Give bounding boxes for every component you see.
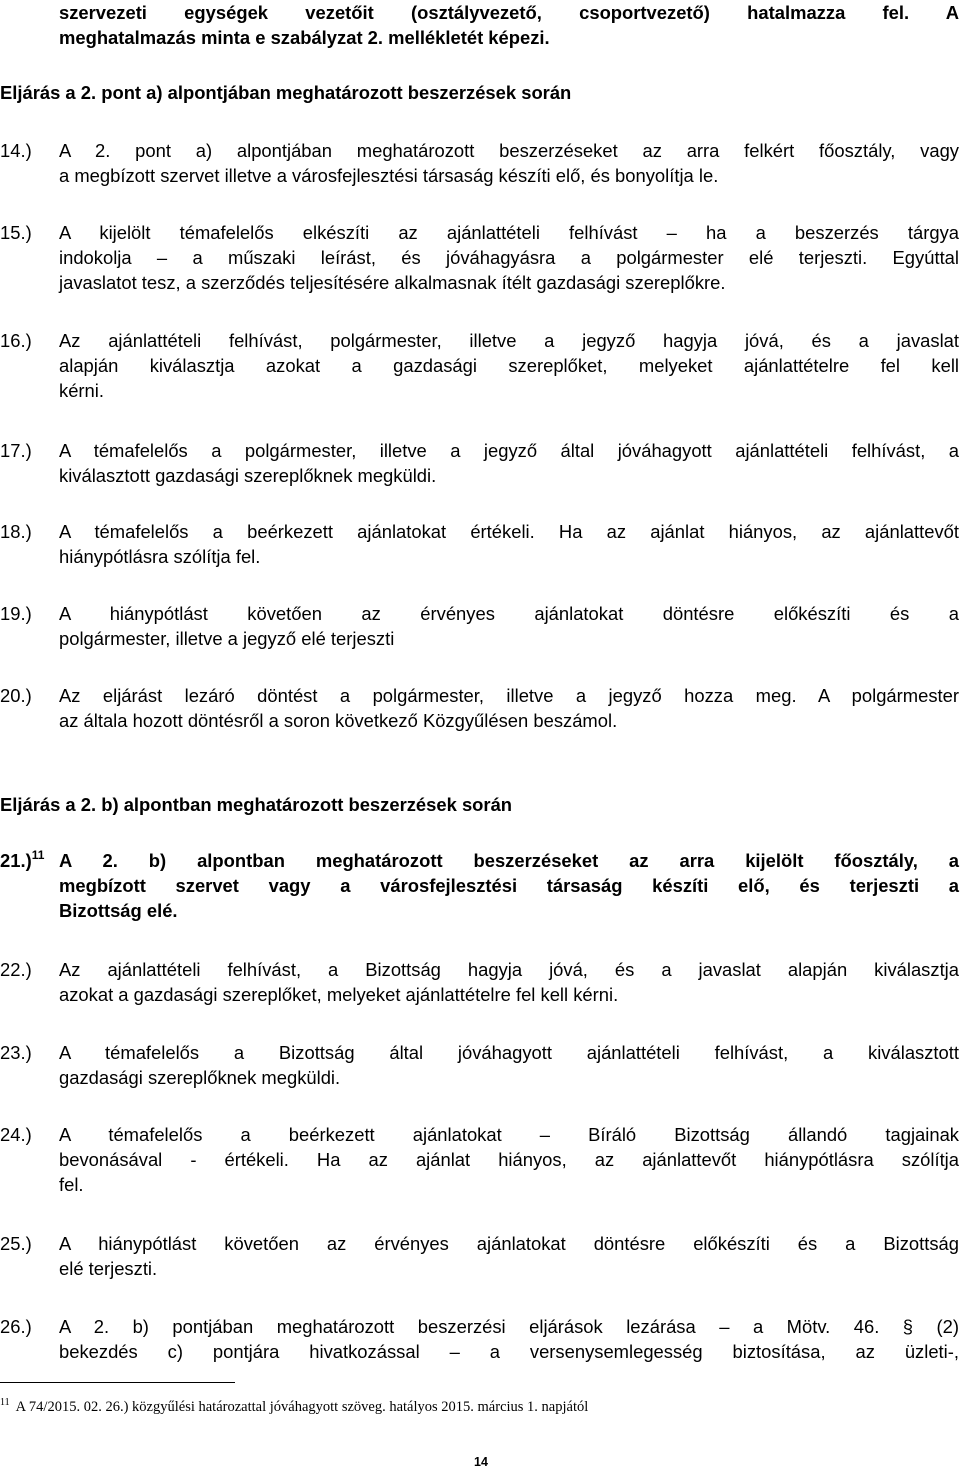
item-line: A témafelelős a polgármester, illetve a jegyző által jóváhagyott ajánlattételi felhívást, a: [59, 440, 959, 461]
item-number: 19.): [0, 603, 32, 624]
item-line: fel.: [59, 1174, 84, 1195]
item-number: 18.): [0, 521, 32, 542]
item-number: 26.): [0, 1316, 32, 1337]
item-line: A 2. b) pontjában meghatározott beszerzési eljárások lezárása – a Mötv. 46. § (2): [59, 1316, 959, 1337]
item-number: 25.): [0, 1233, 32, 1254]
item-line: a megbízott szervet illetve a városfejlesztési társaság készíti elő, és bonyolítja le.: [59, 165, 719, 186]
item-line: bevonásával - értékeli. Ha az ajánlat hiányos, az ajánlattevőt hiánypótlásra szólítja: [59, 1149, 959, 1170]
item-line: kérni.: [59, 380, 104, 401]
item-line: elé terjeszti.: [59, 1258, 158, 1279]
item-line: A hiánypótlást követően az érvényes ajánlatokat döntésre előkészíti és a Bizottság: [59, 1233, 959, 1254]
item-line: Az eljárást lezáró döntést a polgármester, illetve a jegyző hozza meg. A polgármester: [59, 685, 959, 706]
intro-line: meghatalmazás minta e szabályzat 2. mellékletét képezi.: [59, 27, 550, 48]
item-line: A témafelelős a beérkezett ajánlatokat – Bíráló Bizottság állandó tagjainak: [59, 1124, 959, 1145]
list-item-17: [0, 438, 959, 488]
footnote-text: A 74/2015. 02. 26.) közgyűlési határozattal jóváhagyott szöveg. hatályos 2015. március 1. napjától: [15, 1399, 589, 1415]
item-line: alapján kiválasztja azokat a gazdasági szereplőket, melyeket ajánlattételre fel kell: [59, 355, 959, 376]
section-heading-a: Eljárás a 2. pont a) alpontjában meghatározott beszerzések során: [0, 82, 572, 103]
item-line: A hiánypótlást követően az érvényes ajánlatokat döntésre előkészíti és a: [59, 603, 959, 624]
item-line: javaslatot tesz, a szerződés teljesítésére alkalmasnak ítélt gazdasági szereplőkre.: [59, 272, 726, 293]
list-item-26: [0, 1314, 959, 1364]
list-item-19: [0, 601, 959, 651]
item-number: 22.): [0, 959, 32, 980]
footnote-separator: [0, 1382, 235, 1383]
item-line: bekezdés c) pontjára hivatkozással – a versenysemlegesség biztosítása, az üzleti-,: [59, 1341, 959, 1362]
list-item-14: [0, 138, 959, 188]
list-item-18: [0, 519, 959, 569]
footnote-number: 11: [0, 1397, 10, 1408]
intro-paragraph: [59, 0, 959, 50]
item-line: polgármester, illetve a jegyző elé terjeszti: [59, 628, 395, 649]
item-number-text: 21.): [0, 850, 32, 871]
item-line: indokolja – a műszaki leírást, és jóváhagyásra a polgármester elé terjeszti. Egyúttal: [59, 247, 959, 268]
item-line: A témafelelős a Bizottság által jóváhagyott ajánlattételi felhívást, a kiválasztott: [59, 1042, 959, 1063]
list-item-16: [0, 328, 959, 403]
item-number: [0, 848, 44, 876]
item-number: 14.): [0, 140, 32, 161]
list-item-22: [0, 957, 959, 1007]
intro-line: szervezeti egységek vezetőit (osztályvezető, csoportvezető) hatalmazza fel. A: [59, 2, 959, 23]
section-heading-b: Eljárás a 2. b) alpontban meghatározott beszerzések során: [0, 794, 513, 815]
item-line: Az ajánlattételi felhívást, polgármester, illetve a jegyző hagyja jóvá, és a javaslat: [59, 330, 959, 351]
list-item-21: [0, 848, 959, 923]
item-line: A kijelölt témafelelős elkészíti az ajánlattételi felhívást – ha a beszerzés tárgya: [59, 222, 959, 243]
item-number: 15.): [0, 222, 32, 243]
page-number: 14: [474, 1455, 488, 1469]
list-item-15: [0, 220, 959, 295]
item-line: azokat a gazdasági szereplőket, melyeket ajánlattételre fel kell kérni.: [59, 984, 619, 1005]
item-number: 17.): [0, 440, 32, 461]
list-item-24: [0, 1122, 959, 1197]
item-line: az általa hozott döntésről a soron következő Közgyűlésen beszámol.: [59, 710, 618, 731]
item-number: 16.): [0, 330, 32, 351]
item-line: A 2. pont a) alpontjában meghatározott beszerzéseket az arra felkért főosztály, vagy: [59, 140, 959, 161]
item-line: Bizottság elé.: [59, 900, 178, 921]
list-item-20: [0, 683, 959, 733]
item-line: hiánypótlásra szólítja fel.: [59, 546, 261, 567]
list-item-25: [0, 1231, 959, 1281]
item-number: 24.): [0, 1124, 32, 1145]
footnote-reference[interactable]: 11: [31, 848, 45, 862]
list-item-23: [0, 1040, 959, 1090]
item-line: gazdasági szereplőknek megküldi.: [59, 1067, 341, 1088]
item-line: kiválasztott gazdasági szereplőknek megküldi.: [59, 465, 437, 486]
item-line: A témafelelős a beérkezett ajánlatokat értékeli. Ha az ajánlat hiányos, az ajánlattevőt: [59, 521, 959, 542]
item-line: A 2. b) alpontban meghatározott beszerzéseket az arra kijelölt főosztály, a: [59, 850, 959, 871]
item-line: Az ajánlattételi felhívást, a Bizottság hagyja jóvá, és a javaslat alapján kiválasztja: [59, 959, 959, 980]
footnote: [0, 1399, 588, 1416]
item-number: 20.): [0, 685, 32, 706]
item-line: megbízott szervet vagy a városfejlesztési társaság készíti elő, és terjeszti a: [59, 875, 959, 896]
item-number: 23.): [0, 1042, 32, 1063]
